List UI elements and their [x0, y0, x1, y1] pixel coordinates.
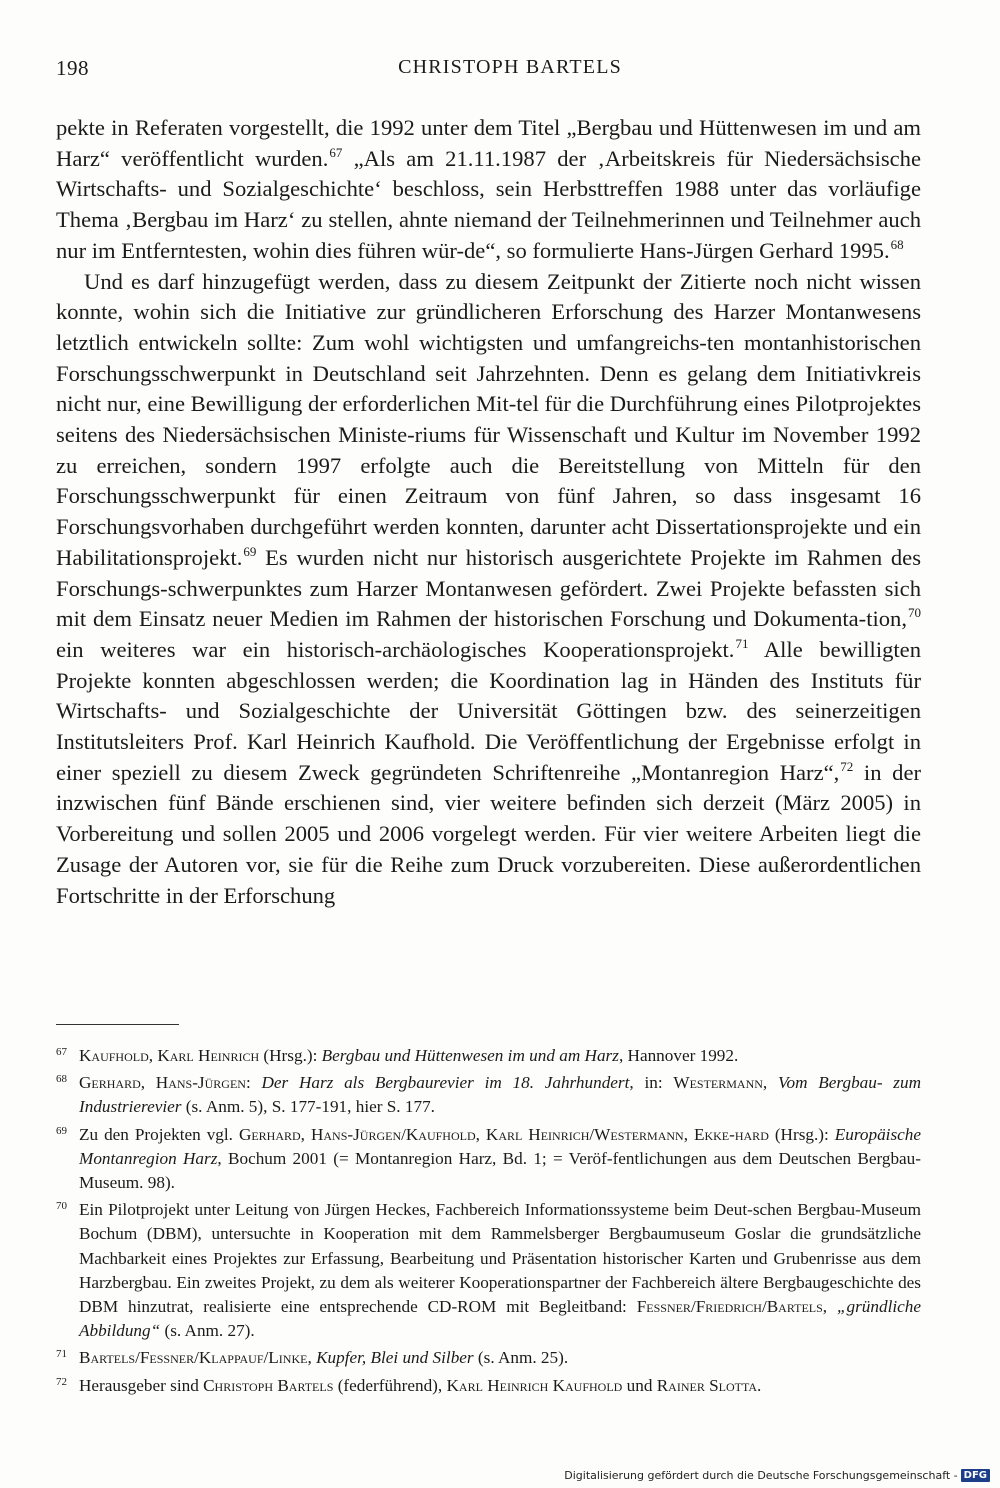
text-run: ,: [822, 1297, 837, 1317]
text-run: Zu den Projekten vgl.: [79, 1124, 239, 1144]
page-number: 198: [56, 56, 89, 80]
author-name: Fessner/Friedrich/Bartels: [636, 1297, 823, 1317]
footnote-67: [56, 1044, 921, 1068]
author-name: Rainer Slotta: [656, 1375, 758, 1395]
footnote-68: [56, 1071, 921, 1119]
footnote-ref[interactable]: 68: [890, 236, 904, 252]
footnote-71: [56, 1346, 921, 1370]
digitization-credit: [564, 1469, 990, 1482]
text-run: :: [245, 1073, 262, 1093]
running-head: CHRISTOPH BARTELS: [398, 56, 622, 78]
text-run: ,: [762, 1073, 778, 1093]
text-run: , Bochum 2001 (= Montanregion Harz, Bd. 1; = Veröf-fentlichungen aus dem Deutschen Bergbau-Museum. 98).: [79, 1148, 921, 1193]
footnote-number: 70: [56, 1200, 67, 1213]
text-run: (federführend),: [333, 1375, 447, 1395]
work-title: Vom Bergbau- zum Industrierevier: [79, 1073, 922, 1117]
text-run: (Hrsg.):: [259, 1046, 322, 1065]
text-run: .: [757, 1375, 762, 1395]
text-run: (Hrsg.):: [768, 1124, 835, 1144]
text-run: Es wurden nicht nur historisch ausgerichtete Projekte im Rahmen des Forschungs-schwerpunktes zum Harzer Montanwesen gefördert. Zwei Projekte befassten sich mit dem Einsatz neuer Medien im Rahmen der historischen Forschung und Dokumenta-tion,: [56, 544, 921, 632]
footnote-ref[interactable]: 67: [329, 144, 343, 160]
author-name: Karl Heinrich Kaufhold: [446, 1375, 623, 1395]
footnote-ref[interactable]: 72: [840, 758, 854, 774]
footnote-72: [56, 1374, 921, 1398]
work-title: Europäische Montanregion Harz: [79, 1124, 921, 1168]
footnote-number: 72: [56, 1375, 67, 1388]
text-run: Alle bewilligten Projekte konnten abgeschlossen werden; die Koordination lag in Händen des Instituts für Wirtschafts- und Sozialgeschichte der Universität Göttingen bzw. des seinerzeitigen Institutsleiters Prof. Karl Heinrich Kaufhold. Die Veröffentlichung der Ergebnisse erfolgt in einer speziell zu diesem Zweck gegründeten Schriftenreihe „Montanregion Harz“,: [56, 636, 921, 785]
paragraph: [56, 113, 921, 267]
footnote-number: 71: [56, 1348, 67, 1361]
footnote-ref[interactable]: 70: [908, 605, 921, 621]
text-run: ein weiteres war ein historisch-archäologisches Kooperationsprojekt.: [56, 636, 735, 662]
footnote-ref[interactable]: 69: [243, 543, 257, 559]
author-name: Kaufhold, Karl Heinrich: [79, 1046, 260, 1065]
credit-text: Digitalisierung gefördert durch die Deutsche Forschungsgemeinschaft -: [564, 1469, 958, 1482]
text-run: (s. Anm. 25).: [473, 1348, 569, 1368]
footnote-ref[interactable]: 71: [735, 635, 749, 651]
footnote-number: 68: [56, 1073, 67, 1086]
text-run: , in:: [629, 1073, 674, 1093]
text-run: „Als am 21.11.1987 der ‚Arbeitskreis für Niedersächsische Wirtschafts- und Sozialgeschichte‘ beschloss, sein Herbsttreffen 1988 unter das vorläufige Thema ‚Bergbau im Harz‘ zu stellen, ahnte niemand der Teilnehmerinnen und Teilnehmer auch nur im Entferntesten, wohin dies führen wür-de“, so formulierte Hans-Jürgen Gerhard 1995.: [56, 145, 921, 263]
text-run: Herausgeber sind: [79, 1375, 204, 1395]
text-run: in der inzwischen fünf Bände erschienen sind, vier weitere befinden sich derzeit (März 2005) in Vorbereitung und sollen 2005 und 2006 vorgelegt werden. Für vier weitere Arbeiten liegt die Zusage der Autoren vor, sie für die Reihe zum Druck vorzubereiten. Diese außerordentlichen Fortschritte in der Erforschung: [56, 759, 921, 908]
text-run: und: [622, 1375, 657, 1395]
text-run: Ein Pilotprojekt unter Leitung von Jürgen Heckes, Fachbereich Informationssysteme beim Deut-schen Bergbau-Museum Bochum (DBM), untersuchte in Kooperation mit dem Rammelsberger Bergbaumuseum Goslar die grundsätzliche Machbarkeit eines Projektes zur Erfassung, Bearbeitung und Präsentation historischer Karten und Grubenrisse aus dem Harzbergbau. Ein zweites Projekt, zu dem als weiterer Kooperationspartner der Fachbereich ältere Bergbaugeschichte des DBM hinzutrat, realisierte eine entsprechende CD-ROM mit Begleitband:: [79, 1200, 921, 1317]
footnote-number: 67: [56, 1046, 67, 1058]
footnotes: [56, 1044, 921, 1401]
work-title: Kupfer, Blei und Silber: [316, 1348, 474, 1368]
author-name: Bartels/Fessner/Klappauf/Linke: [79, 1348, 308, 1368]
text-run: pekte in Referaten vorgestellt, die 1992 unter dem Titel „Bergbau und Hüttenwesen im und am Harz“ veröffentlicht wurden.: [56, 115, 921, 171]
author-name: Westermann: [673, 1073, 763, 1093]
text-run: (s. Anm. 27).: [160, 1321, 255, 1341]
work-title: Der Harz als Bergbaurevier im 18. Jahrhundert: [261, 1073, 630, 1093]
work-title: Bergbau und Hüttenwesen im und am Harz: [321, 1046, 619, 1065]
paragraph: [56, 267, 921, 912]
author-name: Gerhard, Hans-Jürgen: [79, 1073, 246, 1093]
author-name: Christoph Bartels: [203, 1375, 334, 1395]
footnote-70: [56, 1198, 921, 1343]
dfg-logo-icon: DFG: [961, 1469, 990, 1482]
text-run: (s. Anm. 5), S. 177-191, hier S. 177.: [181, 1097, 435, 1117]
body-text: [56, 113, 921, 911]
author-name: Gerhard, Hans-Jürgen/Kaufhold, Karl Heinrich/Westermann, Ekke-hard: [238, 1124, 769, 1144]
text-run: Und es darf hinzugefügt werden, dass zu diesem Zeitpunkt der Zitierte noch nicht wissen konnte, wohin sich die Initiative zur gründlicheren Erforschung des Harzer Montanwesens letztlich entwickeln sollte: Zum wohl wichtigsten und umfangreichs-ten montanhistorischen Forschungsschwerpunkt in Deutschland seit Jahrzehnten. Denn es gelang dem Initiativkreis nicht nur, eine Bewilligung der erforderlichen Mit-tel für die Durchführung eines Pilotprojektes seitens des Niedersächsischen Ministe-riums für Wissenschaft und Kultur im November 1992 zu erreichen, sondern 1997 erfolgte auch die Bereitstellung von Mitteln für den Forschungsschwerpunkt für einen Zeitraum von fünf Jahren, so dass insgesamt 16 Forschungsvorhaben durchgeführt werden konnten, darunter acht Dissertationsprojekte und ein Habilitationsprojekt.: [56, 268, 921, 570]
footnote-69: [56, 1123, 921, 1196]
text-run: ,: [307, 1348, 317, 1368]
work-title: „gründliche Abbildung“: [79, 1297, 921, 1341]
footnote-divider: [56, 1024, 179, 1025]
footnote-number: 69: [56, 1124, 67, 1137]
text-run: , Hannover 1992.: [618, 1046, 739, 1065]
